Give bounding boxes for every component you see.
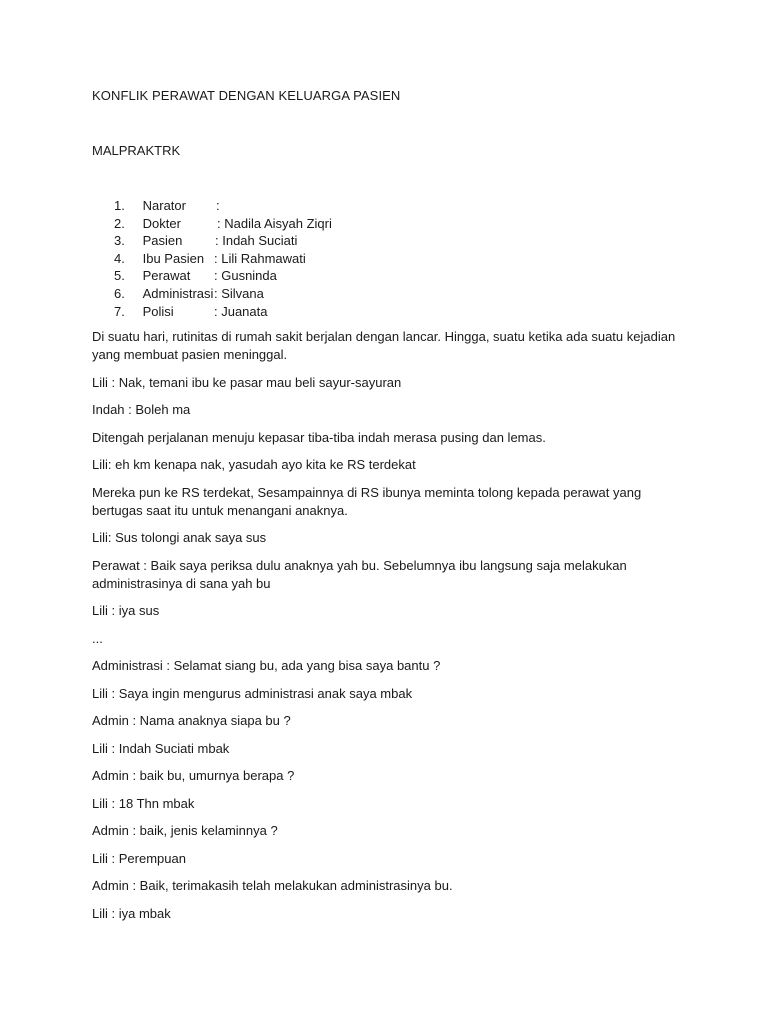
dialogue-line: Admin : baik bu, umurnya berapa ? [92, 768, 295, 783]
cast-item [114, 285, 264, 303]
cast-item [114, 303, 268, 321]
cast-item [114, 232, 298, 250]
cast-item-number: 6. [114, 285, 125, 301]
cast-item-name: : [216, 198, 220, 213]
dialogue-line: Lili: Sus tolongi anak saya sus [92, 530, 267, 545]
dialogue-line: Lili : Saya ingin mengurus administrasi anak saya mbak [92, 685, 413, 701]
dialogue-line: Lili: eh km kenapa nak, yasudah ayo kita ke RS terdekat [92, 457, 416, 472]
script-body [92, 328, 692, 932]
dialogue-line: Lili : iya sus [92, 603, 160, 618]
cast-item-name: : Indah Suciati [215, 233, 298, 249]
ellipsis-line: ... [92, 630, 103, 646]
dialogue-line: Indah : Boleh ma [92, 402, 191, 417]
cast-item-name: : Lili Rahmawati [214, 250, 306, 266]
cast-item-number: 7. [114, 303, 125, 319]
cast-item-number: 4. [114, 250, 125, 266]
cast-item-number: 5. [114, 268, 125, 284]
cast-list [114, 197, 332, 320]
cast-item-role: Perawat [142, 268, 191, 284]
dialogue-line: Lili : iya mbak [92, 905, 171, 921]
dialogue-line: Lili : Nak, temani ibu ke pasar mau beli sayur-sayuran [92, 374, 402, 390]
cast-item [114, 267, 277, 285]
cast-item-name: : Silvana [214, 285, 264, 301]
cast-item-role: Polisi [142, 303, 174, 319]
cast-item [114, 250, 306, 268]
cast-item [114, 197, 220, 215]
cast-item-number: 1. [114, 198, 125, 213]
dialogue-line: Admin : Nama anaknya siapa bu ? [92, 713, 291, 728]
dialogue-line: Admin : baik, jenis kelaminnya ? [92, 823, 278, 838]
document-subtitle: MALPRAKTRK [92, 143, 181, 158]
dialogue-line: Perawat : Baik saya periksa dulu anaknya yah bu. Sebelumnya ibu langsung saja melakukan administrasinya di sana yah bu [92, 557, 627, 591]
cast-item-role: Dokter [142, 215, 181, 231]
cast-item-role: Pasien [142, 233, 183, 249]
cast-item-name: : Gusninda [214, 268, 277, 284]
cast-item [114, 215, 332, 233]
cast-item-name: : Nadila Aisyah Ziqri [217, 215, 332, 231]
dialogue-line: Admin : Baik, terimakasih telah melakukan administrasinya bu. [92, 878, 453, 893]
cast-item-role: Narator [142, 198, 186, 213]
dialogue-line: Administrasi : Selamat siang bu, ada yang bisa saya bantu ? [92, 658, 441, 673]
dialogue-line: Lili : 18 Thn mbak [92, 795, 195, 811]
cast-item-number: 2. [114, 215, 125, 231]
dialogue-line: Lili : Indah Suciati mbak [92, 740, 230, 756]
narration-paragraph: Mereka pun ke RS terdekat, Sesampainnya di RS ibunya meminta tolong kepada perawat yang bertugas saat itu untuk menangani anaknya. [92, 484, 642, 518]
narration-paragraph: Ditengah perjalanan menuju kepasar tiba-tiba indah merasa pusing dan lemas. [92, 429, 546, 445]
cast-item-role: Administrasi [142, 285, 214, 301]
cast-item-number: 3. [114, 233, 125, 249]
narration-paragraph: Di suatu hari, rutinitas di rumah sakit berjalan dengan lancar. Hingga, suatu ketika ada suatu kejadian yang membuat pasien meninggal. [92, 329, 676, 362]
cast-item-role: Ibu Pasien [142, 250, 205, 266]
document-title: KONFLIK PERAWAT DENGAN KELUARGA PASIEN [92, 88, 401, 103]
cast-item-name: : Juanata [214, 303, 268, 319]
dialogue-line: Lili : Perempuan [92, 850, 186, 866]
